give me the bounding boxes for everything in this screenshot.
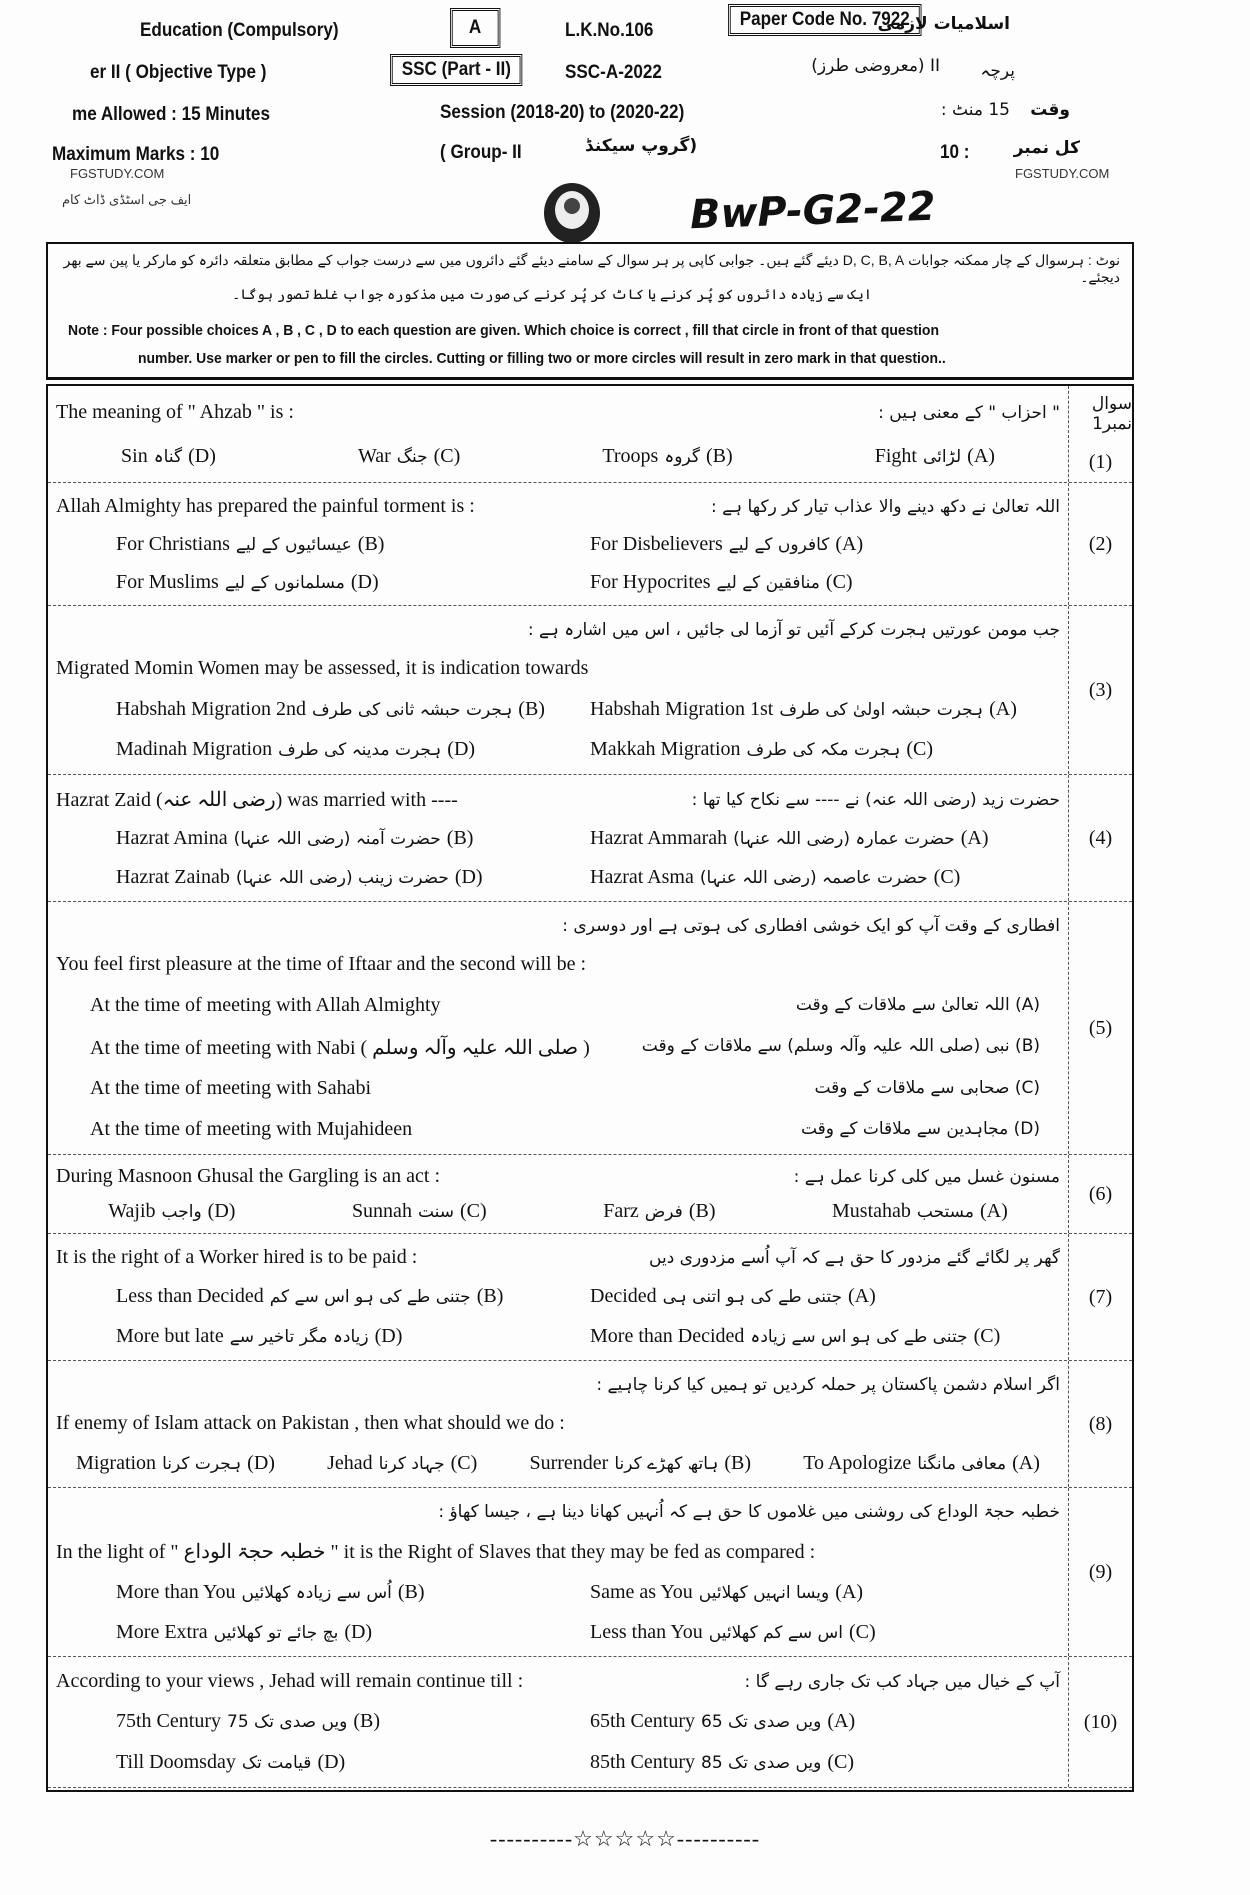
option-letter: (B)	[357, 532, 385, 555]
watermark: FGSTUDY.COM	[70, 166, 165, 181]
paper-ur: II (معروضی طرز)	[811, 56, 940, 76]
option-text-ur: مجاہدین سے ملاقات کے وقت	[800, 1119, 1009, 1140]
option-a[interactable]	[875, 445, 995, 468]
max-marks: Maximum Marks : 10	[52, 144, 220, 165]
session: Session (2018-20) to (2020-22)	[440, 102, 685, 123]
question-line-ur	[56, 915, 1060, 936]
option-c[interactable]	[352, 1200, 487, 1223]
paper-code: Paper Code No. 7922	[728, 4, 922, 36]
option-text-ur: مسلمانوں کے لیے	[224, 572, 345, 593]
question-number: (10)	[1083, 1710, 1118, 1733]
option-text-en: War	[357, 444, 391, 467]
option-text-ur: جتنی طے کی ہو اس سے کم	[269, 1287, 471, 1308]
option-letter: (D)	[350, 570, 379, 593]
question-cell	[48, 1155, 1069, 1233]
option-text-en: Farz	[603, 1200, 639, 1222]
time-label-ur: وقت	[1030, 100, 1070, 120]
option-text-ur: ویسا انہیں کھلائیں	[698, 1582, 830, 1603]
options-line	[56, 1710, 1060, 1733]
lk-no: L.K.No.106	[565, 20, 654, 41]
option-text-en: More but late	[116, 1324, 224, 1347]
question-line-ur	[56, 619, 1060, 640]
option-text-ur: نبی (صلی اللہ علیہ وآلہ وسلم) سے ملاقات کے وقت	[641, 1035, 1010, 1056]
option-letter: (A)	[827, 1710, 856, 1733]
question-text-ur: آپ کے خیال میں جہاد کب تک جاری رہے گا :	[744, 1671, 1060, 1692]
option-text-en: More than Decided	[590, 1324, 745, 1347]
questions-table	[46, 384, 1134, 1792]
question-number-cell	[1069, 1234, 1132, 1360]
group-en: ( Group- II	[440, 142, 522, 163]
question-cell	[48, 1234, 1069, 1360]
option-text-en: Till Doomsday	[116, 1751, 236, 1774]
question-cell	[48, 1361, 1069, 1487]
question-text-en: If enemy of Islam attack on Pakistan , then what should we do :	[56, 1411, 565, 1434]
question-text-en: Allah Almighty has prepared the painful torment is :	[56, 494, 475, 517]
question-number: (8)	[1088, 1412, 1113, 1435]
question-text-ur: جب مومن عورتیں ہجرت کرکے آئیں تو آزما لی جائیں ، اس میں اشارہ ہے :	[527, 619, 1060, 640]
option-text-en: Migration	[76, 1451, 157, 1474]
option-text-ur: جہاد کرنا	[378, 1453, 445, 1474]
question-row	[48, 1361, 1132, 1488]
question-text-en: The meaning of " Ahzab " is :	[56, 400, 294, 423]
option-letter: (A)	[960, 827, 989, 850]
option-letter: (C)	[848, 1620, 876, 1643]
question-line	[56, 495, 1060, 518]
footer-stars: ----------☆☆☆☆☆----------	[489, 1826, 761, 1851]
board-logo-icon	[540, 180, 604, 246]
option-text-en: Wajib	[108, 1200, 156, 1222]
question-cell	[48, 606, 1069, 774]
option-letter: (D)	[207, 1200, 236, 1222]
option-d[interactable]	[116, 1621, 566, 1644]
option-letter: (B)	[724, 1451, 752, 1474]
option-text-ur: اُس سے زیادہ کھلائیں	[241, 1582, 392, 1603]
option-a[interactable]	[590, 827, 1040, 850]
question-cell	[48, 386, 1069, 482]
option-a[interactable]	[56, 994, 1060, 1017]
option-letter: (B)	[446, 827, 474, 850]
option-d[interactable]	[121, 445, 216, 468]
question-text-ur: اگر اسلام دشمن پاکستان پر حملہ کردیں تو ہمیں کیا کرنا چاہیے :	[596, 1374, 1060, 1395]
question-text-ur: افطاری کے وقت آپ کو ایک خوشی افطاری کی ہوتی ہے اور دوسری :	[562, 915, 1060, 936]
options-line	[56, 1200, 1060, 1223]
option-letter: (A)	[847, 1285, 876, 1308]
option-a[interactable]	[590, 1581, 1040, 1604]
options-line	[56, 571, 1060, 594]
question-number: (1)	[1088, 450, 1113, 473]
exam-code: SSC-A-2022	[565, 62, 662, 83]
option-letter: (D)	[447, 738, 476, 761]
option-text-en: Hazrat Asma	[590, 866, 694, 889]
handwritten-code: BwP-G2-22	[689, 183, 937, 239]
option-text-en: Hazrat Zainab	[116, 866, 230, 889]
option-text-ur: سنت	[417, 1202, 455, 1222]
question-number-cell	[1069, 1488, 1132, 1656]
option-letter: (C)	[973, 1324, 1001, 1347]
option-c[interactable]	[590, 1325, 1040, 1348]
option-text-ur: عیسائیوں کے لیے	[235, 534, 352, 555]
option-text-en: Hazrat Amina	[116, 827, 228, 850]
option-text-en: Madinah Migration	[116, 738, 273, 761]
option-text-en: Less than You	[590, 1620, 703, 1643]
option-text-ur: جتنی طے کی ہو اتنی ہی	[662, 1287, 842, 1308]
question-text-en: Migrated Momin Women may be assessed, it is indication towards	[56, 657, 589, 680]
option-text-ur: حضرت عمارہ (رضی اللہ عنہا)	[733, 829, 955, 850]
option-c[interactable]	[56, 1077, 1060, 1100]
option-text-en: 65th Century	[590, 1710, 695, 1733]
question-row	[48, 1657, 1132, 1788]
options-line	[56, 445, 1060, 468]
option-b[interactable]	[116, 827, 566, 850]
option-b[interactable]	[116, 1710, 566, 1733]
option-letter: (A)	[1015, 995, 1040, 1016]
option-text-en: Makkah Migration	[590, 738, 741, 761]
option-letter: (D)	[454, 866, 483, 889]
option-letter: (A)	[835, 532, 864, 555]
option-text-ur-group	[801, 1118, 1040, 1141]
question-line-ur	[56, 1374, 1060, 1395]
option-letter: (D)	[188, 444, 216, 467]
option-letter: (B)	[397, 1580, 425, 1603]
option-text-en: 85th Century	[590, 1751, 695, 1774]
option-letter: (B)	[1015, 1035, 1040, 1056]
question-text-ur: اللہ تعالیٰ نے دکھ دینے والا عذاب تیار کر رکھا ہے :	[711, 496, 1060, 517]
option-text-en: For Christians	[116, 532, 230, 555]
option-a[interactable]	[832, 1200, 1008, 1223]
option-letter: (C)	[933, 866, 961, 889]
option-c[interactable]	[590, 866, 1040, 889]
option-text-ur: 65 ویں صدی تک	[701, 1712, 822, 1733]
question-text-ur: مسنون غسل میں کلی کرنا عمل ہے :	[793, 1167, 1060, 1187]
option-text-ur: ہجرت کرنا	[162, 1453, 242, 1474]
option-d[interactable]	[116, 738, 566, 761]
options-line	[56, 698, 1060, 721]
option-d[interactable]	[116, 866, 566, 889]
paper-label-ur: پرچہ	[980, 61, 1015, 81]
option-a[interactable]	[803, 1452, 1040, 1475]
question-row	[48, 902, 1132, 1155]
question-line-en	[56, 1539, 1060, 1564]
options-line	[56, 1751, 1060, 1774]
question-text-en: You feel first pleasure at the time of Iftaar and the second will be :	[56, 953, 587, 976]
options-line	[56, 866, 1060, 889]
note-en-2: number. Use marker or pen to fill the circles. Cutting or filling two or more circles will result in zero mark in that question..	[138, 350, 946, 367]
option-text-ur: ہجرت مدینہ کی طرف	[278, 740, 442, 761]
paper-en: er II ( Objective Type )	[90, 62, 267, 83]
option-text-ur: 75 ویں صدی تک	[227, 1712, 348, 1733]
option-text-ur: گناہ	[153, 446, 183, 467]
option-text-ur: جتنی طے کی ہو اس سے زیادہ	[750, 1326, 968, 1347]
question-cell	[48, 775, 1069, 901]
class-box: SSC (Part - II)	[390, 54, 523, 86]
question-line	[56, 401, 1060, 424]
option-c[interactable]	[590, 571, 1040, 594]
question-row	[48, 386, 1132, 483]
option-letter: (C)	[450, 1451, 478, 1474]
option-text-en: At the time of meeting with Nabi ( صلی اللہ علیہ وآلہ وسلم )	[90, 1036, 590, 1059]
question-line-en	[56, 953, 1060, 976]
question-row	[48, 1234, 1132, 1361]
group-ur: (گروپ سیکنڈ	[585, 136, 698, 156]
question-number-cell	[1069, 1361, 1132, 1487]
option-text-en: Jehad	[327, 1451, 373, 1474]
option-text-en: Habshah Migration 1st	[590, 697, 774, 720]
option-text-ur: حضرت عاصمہ (رضی اللہ عنہا)	[699, 868, 928, 889]
option-text-ur: معافی مانگنا	[917, 1453, 1007, 1474]
question-number: (6)	[1088, 1182, 1113, 1205]
options-line	[56, 1452, 1060, 1475]
question-text-en: Hazrat Zaid (رضی اللہ عنہ) was married with ----	[56, 788, 458, 811]
question-cell	[48, 1657, 1069, 1787]
option-text-en: Sin	[121, 444, 148, 467]
version-box: A	[450, 8, 500, 48]
option-text-ur: ہجرت حبشہ اولیٰ کی طرف	[779, 699, 984, 720]
option-b[interactable]	[603, 1200, 715, 1223]
question-line	[56, 787, 1060, 812]
marks-ur: 10 :	[940, 142, 970, 163]
question-text-en: According to your views , Jehad will remain continue till :	[56, 1669, 524, 1692]
option-d[interactable]	[116, 571, 566, 594]
option-text-en: At the time of meeting with Mujahideen	[90, 1118, 413, 1141]
option-letter: (D)	[317, 1751, 346, 1774]
option-text-ur: ہجرت حبشہ ثانی کی طرف	[311, 699, 513, 720]
option-text-ur: صحابی سے ملاقات کے وقت	[814, 1078, 1010, 1099]
option-c[interactable]	[590, 738, 1040, 761]
subject-en: Education (Compulsory)	[140, 20, 339, 41]
option-text-en: For Disbelievers	[590, 532, 723, 555]
question-label-ur: سوال نمبر1	[1091, 394, 1132, 435]
question-row	[48, 606, 1132, 775]
marks-label-ur: کل نمبر	[1013, 138, 1080, 158]
option-d[interactable]	[56, 1118, 1060, 1141]
question-number: (7)	[1088, 1285, 1113, 1308]
subject-ur: اسلامیات لازمی	[877, 14, 1010, 34]
option-c[interactable]	[590, 1621, 1040, 1644]
option-letter: (A)	[989, 697, 1017, 720]
question-number: (3)	[1088, 678, 1113, 701]
option-letter: (C)	[433, 444, 461, 467]
option-text-ur: فرض	[644, 1202, 683, 1222]
option-text-ur: حضرت آمنہ (رضی اللہ عنہا)	[233, 829, 441, 850]
option-letter: (B)	[353, 1710, 381, 1733]
option-text-en: Decided	[590, 1285, 657, 1308]
question-cell	[48, 483, 1069, 605]
option-letter: (B)	[518, 697, 545, 720]
option-text-en: To Apologize	[803, 1451, 912, 1474]
option-letter: (C)	[460, 1200, 487, 1222]
option-text-en: Sunnah	[351, 1200, 412, 1222]
option-letter: (B)	[476, 1285, 504, 1308]
option-text-en: More Extra	[116, 1620, 208, 1643]
option-text-en: Troops	[602, 444, 659, 467]
option-text-ur: واجب	[161, 1202, 202, 1222]
option-text-ur-group	[796, 994, 1040, 1017]
option-d[interactable]	[108, 1200, 235, 1223]
option-c[interactable]	[358, 445, 460, 468]
options-line	[56, 738, 1060, 761]
watermark: ایف جی اسٹڈی ڈاٹ کام	[62, 192, 192, 207]
option-text-en: At the time of meeting with Sahabi	[90, 1077, 372, 1100]
option-text-ur: قیامت تک	[241, 1753, 312, 1774]
option-text-ur: لڑائی	[922, 446, 962, 467]
question-line-ur	[56, 1501, 1060, 1522]
question-row	[48, 775, 1132, 902]
question-row	[48, 1488, 1132, 1657]
option-text-ur: بچ جائے تو کھلائیں	[213, 1622, 339, 1643]
option-a[interactable]	[590, 1285, 1040, 1308]
question-number-cell	[1069, 386, 1132, 482]
watermark: FGSTUDY.COM	[1015, 166, 1110, 181]
option-text-en: Mustahab	[832, 1200, 911, 1222]
option-text-en: Fight	[874, 444, 917, 467]
option-letter: (B)	[688, 1200, 716, 1222]
question-text-en: In the light of " خطبہ حجۃ الوداع " it is the Right of Slaves that they may be fed as compared :	[56, 1540, 816, 1563]
question-number-cell	[1069, 483, 1132, 605]
option-d[interactable]	[76, 1452, 275, 1475]
option-a[interactable]	[590, 698, 1040, 721]
option-b[interactable]	[602, 445, 732, 468]
question-text-ur: گھر پر لگائے گئے مزدور کا حق ہے کہ آپ اُسے مزدوری دیں	[649, 1248, 1060, 1269]
option-text-en: For Muslims	[116, 570, 219, 593]
option-letter: (D)	[344, 1620, 373, 1643]
option-c[interactable]	[327, 1452, 477, 1475]
option-b[interactable]	[116, 698, 566, 721]
note-ur-1: نوٹ : ہرسوال کے چار ممکنہ جوابات D, C, B, A دیئے گئے ہیں۔ جوابی کاپی پر ہر سوال کے سامنے دیئے گئے دائروں میں سے درست جواب کے مطابق متعلقہ دائرہ کو مارکر یا پین سے بھر دیجئے۔	[63, 252, 1120, 285]
option-text-ur: اللہ تعالیٰ سے ملاقات کے وقت	[795, 995, 1010, 1016]
option-d[interactable]	[116, 1751, 566, 1774]
option-b[interactable]	[529, 1452, 751, 1475]
option-text-en: More than You	[116, 1580, 236, 1603]
option-letter: (B)	[705, 444, 733, 467]
option-text-en: At the time of meeting with Allah Almighty	[90, 994, 441, 1017]
question-text-ur: خطبہ حجۃ الوداع کی روشنی میں غلاموں کا حق ہے کہ اُنہیں کھانا دینا ہے ، جیسا کھاؤ :	[438, 1501, 1060, 1522]
option-letter: (D)	[1013, 1119, 1040, 1140]
option-text-en: Hazrat Ammarah	[590, 827, 728, 850]
question-text-ur: " احزاب " کے معنی ہیں :	[878, 402, 1060, 423]
option-text-ur: منافقین کے لیے	[716, 572, 820, 593]
option-letter: (A)	[979, 1200, 1008, 1222]
question-number-cell	[1069, 1155, 1132, 1233]
option-text-ur: مستحب	[916, 1202, 974, 1222]
options-line	[56, 827, 1060, 850]
option-text-ur: گروہ	[664, 446, 700, 467]
option-letter: (D)	[374, 1324, 403, 1347]
option-text-ur: اس سے کم کھلائیں	[708, 1622, 843, 1643]
option-text-ur: ہجرت مکہ کی طرف	[746, 740, 901, 761]
option-letter: (A)	[1012, 1451, 1040, 1474]
question-number-cell	[1069, 902, 1132, 1154]
option-a[interactable]	[590, 1710, 1040, 1733]
question-number: (2)	[1088, 532, 1113, 555]
question-line	[56, 1165, 1060, 1188]
option-text-en: Same as You	[590, 1580, 693, 1603]
question-row	[48, 483, 1132, 606]
question-line-en	[56, 657, 1060, 680]
question-number-cell	[1069, 606, 1132, 774]
question-number: (9)	[1088, 1560, 1113, 1583]
option-text-ur: حضرت زینب (رضی اللہ عنہا)	[235, 868, 449, 889]
option-letter: (C)	[825, 570, 853, 593]
option-text-ur: ہاتھ کھڑے کرنا	[614, 1453, 719, 1474]
option-text-en: Habshah Migration 2nd	[116, 697, 306, 720]
option-text-en: Less than Decided	[116, 1285, 264, 1308]
option-text-en: 75th Century	[116, 1710, 221, 1733]
question-number: (4)	[1088, 826, 1113, 849]
option-letter: (C)	[1014, 1078, 1040, 1099]
options-line	[56, 533, 1060, 556]
option-letter: (C)	[827, 1751, 855, 1774]
question-line-en	[56, 1412, 1060, 1435]
question-text-en: During Masnoon Ghusal the Gargling is an act :	[56, 1165, 441, 1187]
options-line	[56, 1621, 1060, 1644]
question-text-ur: حضرت زید (رضی اللہ عنہ) نے ---- سے نکاح کیا تھا :	[691, 789, 1060, 810]
option-b[interactable]	[116, 533, 566, 556]
option-text-en: Surrender	[529, 1451, 609, 1474]
option-letter: (A)	[835, 1580, 864, 1603]
option-b[interactable]	[56, 1035, 1060, 1060]
question-number: (5)	[1088, 1016, 1113, 1039]
question-text-en: It is the right of a Worker hired is to be paid :	[56, 1246, 418, 1269]
option-d[interactable]	[116, 1325, 566, 1348]
option-text-ur-group	[814, 1077, 1040, 1100]
option-text-ur: جنگ	[396, 446, 428, 467]
question-row	[48, 1155, 1132, 1234]
option-a[interactable]	[590, 533, 1040, 556]
options-line	[56, 1325, 1060, 1348]
options-line	[56, 1285, 1060, 1308]
note-en-1: Note : Four possible choices A , B , C , D to each question are given. Which choice is correct , fill that circle in front of that question	[68, 322, 939, 339]
option-b[interactable]	[116, 1581, 566, 1604]
question-cell	[48, 1488, 1069, 1656]
option-text-ur: 85 ویں صدی تک	[701, 1753, 822, 1774]
question-number-cell	[1069, 775, 1132, 901]
option-text-en: For Hypocrites	[590, 570, 711, 593]
option-letter: (C)	[906, 738, 933, 761]
option-b[interactable]	[116, 1285, 566, 1308]
option-c[interactable]	[590, 1751, 1040, 1774]
option-letter: (D)	[247, 1451, 275, 1474]
options-line	[56, 1581, 1060, 1604]
instructions-note	[46, 242, 1134, 380]
note-ur-2: ایک سے زیادہ دائروں کو پُر کرنے یا کاٹ کر پُر کرنے کی صورت میں مذکورہ جواب غلط تصور ہوگا۔	[232, 286, 872, 302]
question-line	[56, 1670, 1060, 1693]
option-text-ur: زیادہ مگر تاخیر سے	[229, 1326, 369, 1347]
time-allowed: me Allowed : 15 Minutes	[72, 104, 270, 125]
question-cell	[48, 902, 1069, 1154]
question-number-cell	[1069, 1657, 1132, 1787]
question-line	[56, 1246, 1060, 1269]
option-letter: (A)	[967, 444, 995, 467]
option-text-ur-group	[642, 1035, 1040, 1060]
time-ur: 15 منٹ :	[940, 100, 1010, 120]
option-text-ur: کافروں کے لیے	[728, 534, 830, 555]
